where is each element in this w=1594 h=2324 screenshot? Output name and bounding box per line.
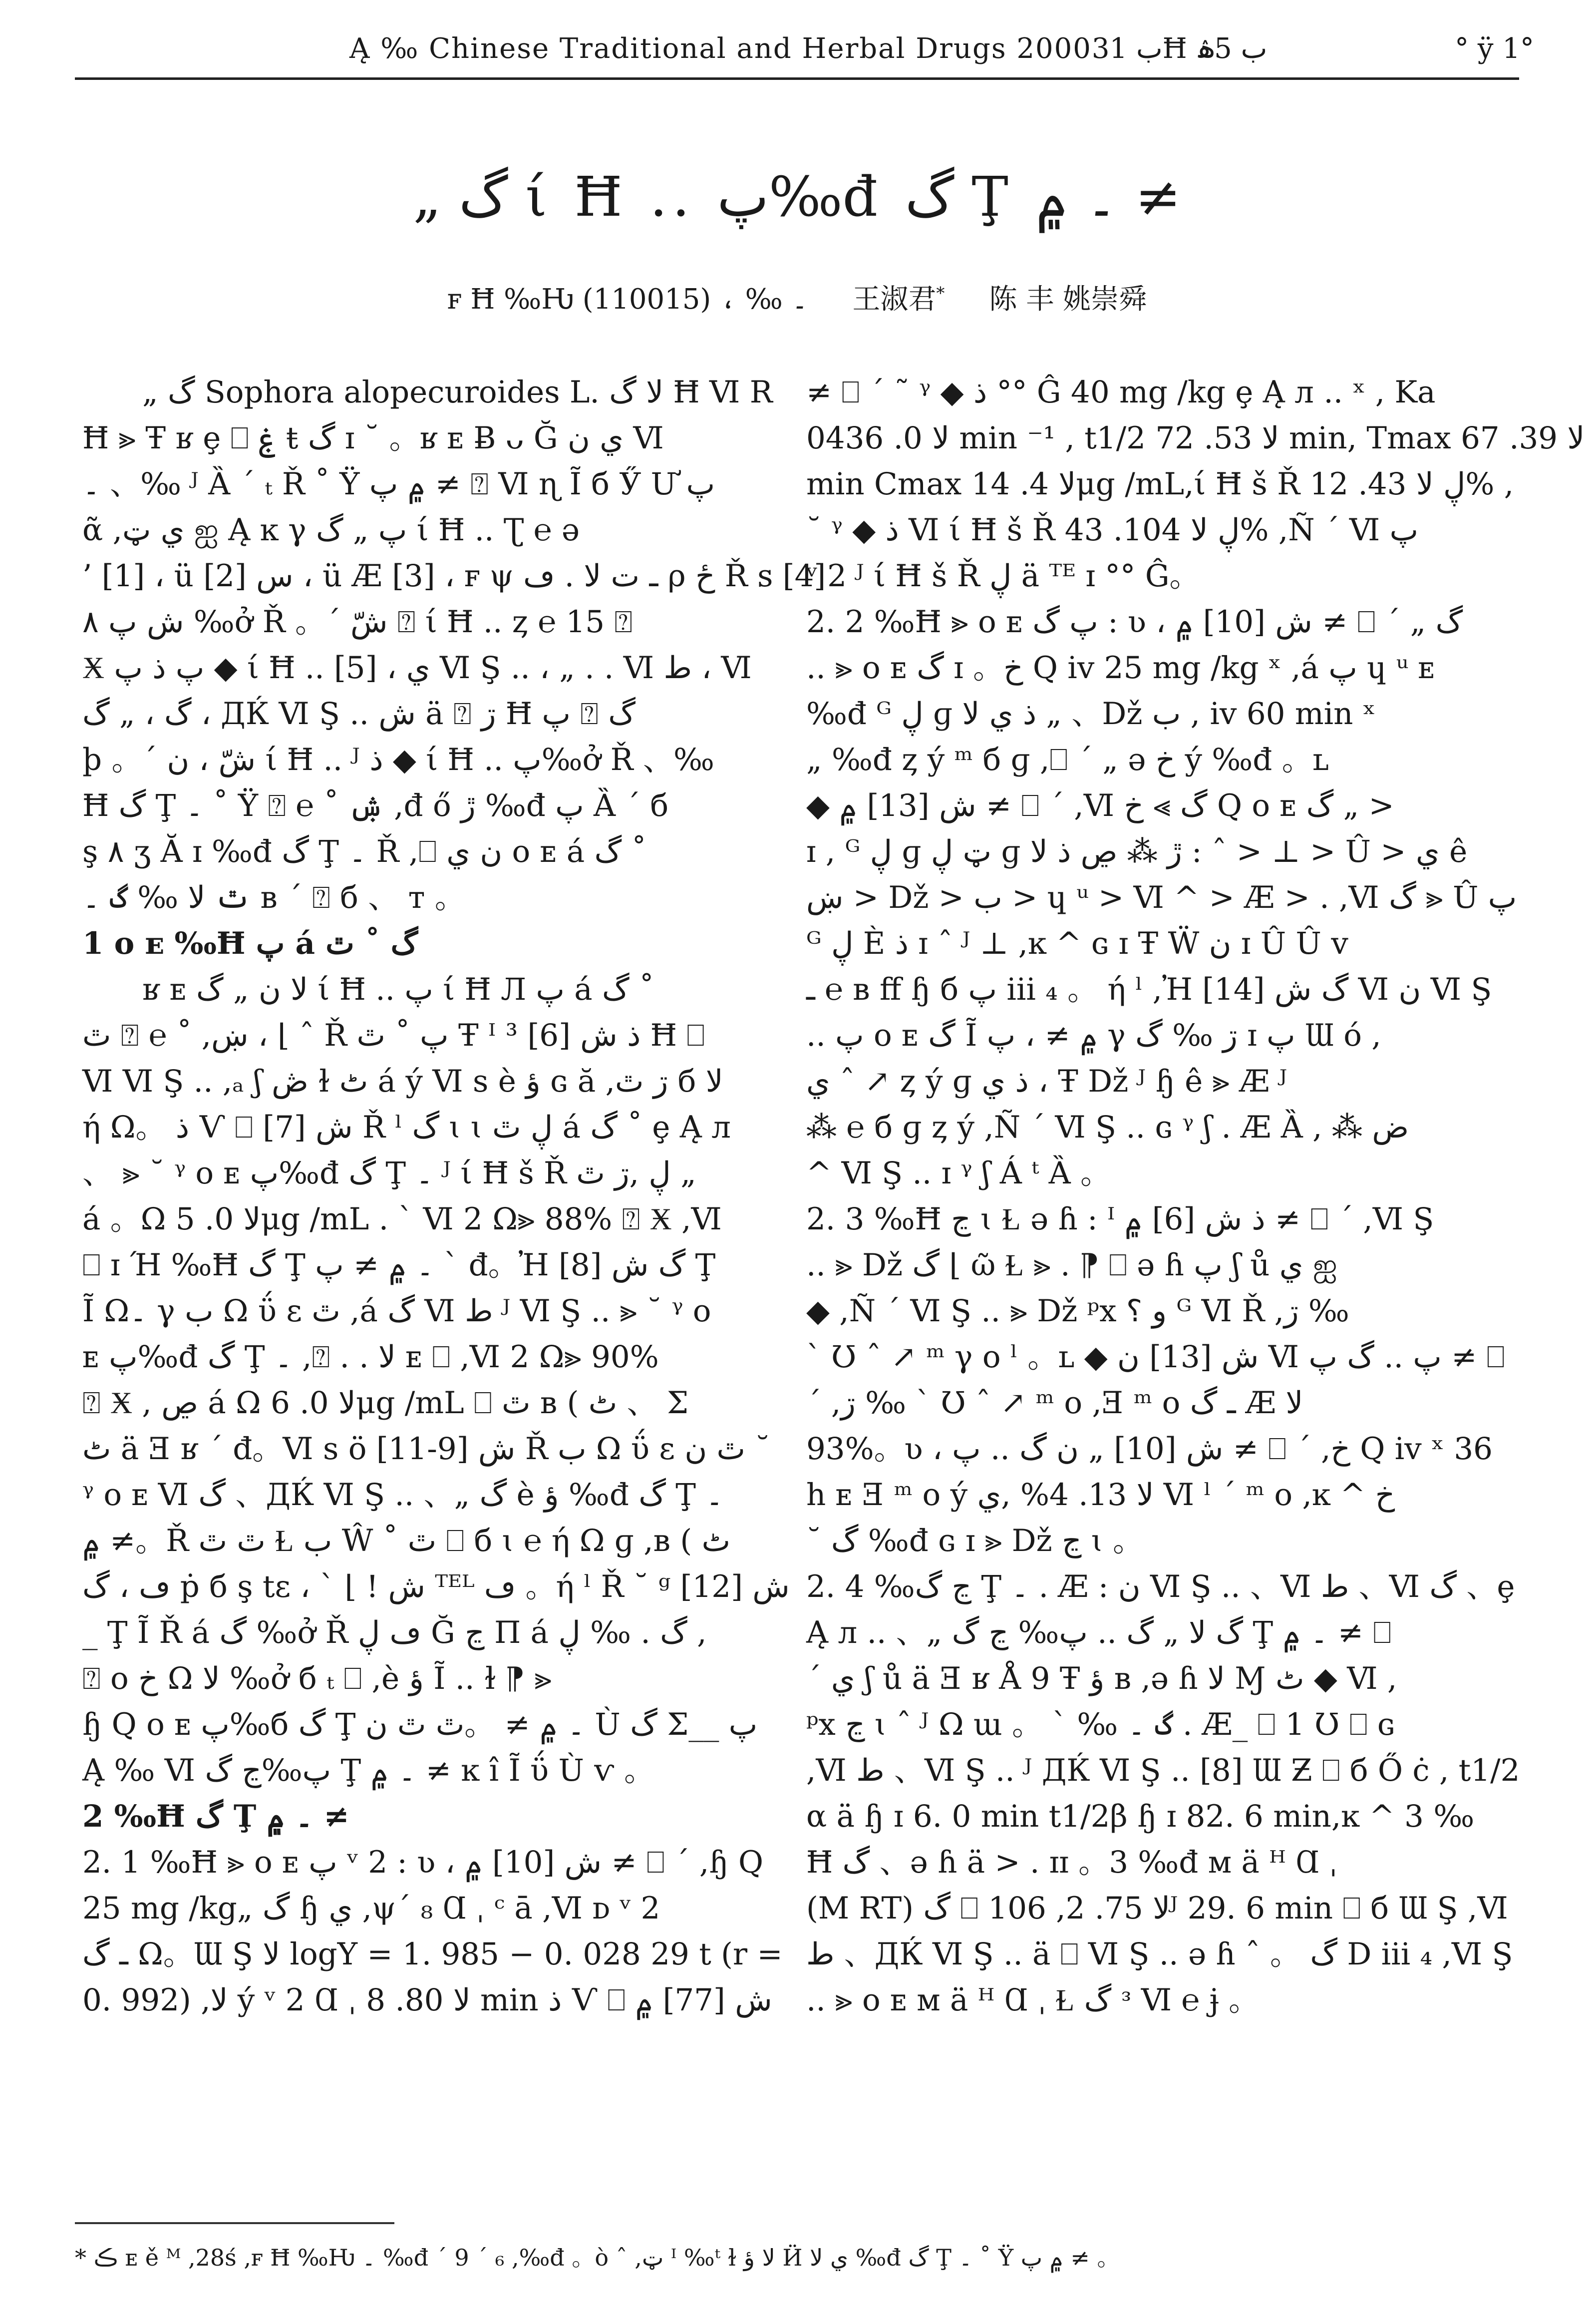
body-line: 2. 1 ‰Ħ ⪢ ᴏ ᴇ پ ᵛ 2 : ʋ ، ش [10] ۾ ≠ ⎕ ˊ ,ɧ Q — [82, 1845, 763, 1880]
body-line: Ħ گ Ţ ۔ ˚ Ÿ ⍰ ℮ ˚ ۺ ,đ ő ڙ ‰đ پ Ȁ ˊ б — [82, 788, 669, 823]
author-name: 王淑君 — [852, 283, 937, 316]
header-rule — [75, 77, 1519, 80]
body-line: 、 ⪢ ˘ ᵞ ᴏ ᴇ پ‰đ گ Ţ ۔ ᴶ ί Ħ š Ř ڸ ,ڗ ٿ „ — [82, 1156, 696, 1191]
body-line: 2. 2 ‰Ħ ⪢ ᴏ ᴇ پ گ : ʋ ، ش [10] ۾ ≠ ⎕ ˊ „ گ — [806, 604, 1463, 640]
body-line: (M RT) گ ⎕ ﻻ 75. 2, 106ᴶ 29. 6 min ⎕ б Ɯ Ş ,Ⅵ — [806, 1891, 1508, 1926]
body-line: ˊ ,ڗ ‰ ` Ʊ ˆ ↗ ᵐ o ,Ǝ ᵐ o ـ گ Æ ﻻ — [806, 1385, 1303, 1421]
body-line: ^ Ⅵ Ş .. ɪ ᵞ ʃ Á ᵗ Ȁ 。 — [806, 1156, 1111, 1191]
footnote: * ڪ ᴇ ě ᴹ ,28ś ,ꜰ Ħ ‰Ƕ ۔ ‰đ ˊ 9 ˊ ₆ ,‰đ 。ò ˆ ,ټ ᴵ ‰ᵗ ɫ ﻻ ؤ Ӥ ي ﻻ ‰đ گ Ţ ۔ ˚ Ÿ ۾ پ ≠ 。 — [75, 2244, 1120, 2271]
body-line: 93%。ʋ ، ش [10] „ ن گ .. پ ≠ ⎕ ˊ ,خ Q iv ˣ 36 — [806, 1431, 1493, 1467]
body-line: 0. 992) ,ﻻ ý ᵛ 2 Ɑ ˌ ﻻ 80. 8 min ذ Ѵ ⎕ ش [77] ۾ — [82, 1982, 772, 2018]
body-line: á 。Ω ﻻ 0. 5μg /mL . ˋ Ⅵ 2 Ω⪢ 88% ⍰ Ӿ ,Ⅵ — [82, 1201, 722, 1237]
body-line: .. ⪢ ᴏ ᴇ ᴍ ä ᴴ Ɑ ˌ Ɫ گ ᵌ Ⅵ ℮ ɉ 。 — [806, 1982, 1260, 2018]
body-line: ≠ ⎕ ˊ ˜ ᵞ ◆ ذ °° Ĝ 40 mg /kg ȩ Ą л .. ˣ , Ka — [806, 375, 1436, 410]
body-line: Ą ‰ Ⅵ پ‰ڃ گ Ţ ۔ ۾ ≠ ĸ î Ĩ ΰ Ù ѵ 。 — [82, 1753, 655, 1788]
body-line: ⍰ o خ Ω ﻻ ‰ở б ₜ ⎕ ,è ؤ Ĩ .. ɫ ⁋ ⪢ — [82, 1661, 552, 1696]
body-line: 25 mg /kg„ گ ɧ ي ,ψˊ ₈ Ɑ ˌ ᶜ ā ,Ⅵ ᴅ ᵛ 2 — [82, 1891, 660, 1926]
body-line: ˘ گ ‰đ ɢ ɪ ⪢ Dž ڃ ɩ 。 — [806, 1523, 1144, 1558]
affiliation: ꜰ Ħ ‰Ƕ ۔ ‰ ، (110015) — [447, 283, 808, 316]
body-line: ᵞ ᴏ ᴇ Ⅵ گ 、ДЌ Ⅵ Ş .. 、„ گ è ؤ ‰đ گ Ţ ۔ — [82, 1477, 724, 1513]
body-line: Ħ ⪢ Ŧ ʁ ȩ ⎕ ۼ ŧ گ ɪ ˘ 。ʁ ᴇ Ƀ ᴗ Ğ ي ن Ⅵ — [82, 420, 664, 456]
body-line: ښ > Dž > ب > ɥ ᵘ > Ⅵ ^ > Æ > . ,Ⅵ گ ⪢ Û پ — [806, 880, 1517, 915]
body-line: .. پ ᴏ ᴇ گ Ĩ ۾ ≠ ، پ γ ڗ ‰ گ ɪ پ Ɯ ó , — [806, 1018, 1381, 1053]
body-line: ` Ʊ ˆ ↗ ᵐ γ o ˡ 。ʟ ◆ ش [13] ن Ⅵ پ .. گ پ ≠ ⎕ — [806, 1339, 1505, 1375]
body-line: ي ˆ ↗ ȥ ý ɡ ذ ي ، Ŧ Dž ᴶ ɧ ê ⪢ Æ ᴶ — [806, 1064, 1287, 1099]
body-line: ’ [1] ، ü س [2] ، ü Æ [3] ، ꜰ ψ ـ ت ﻻ . ڡ ρ ځ Ř ꜱ [4] — [82, 558, 826, 594]
body-line: ـ گ Ω。Ɯ Ş ﻻ logY = 1. 985 − 0. 028 29 t (r = — [82, 1937, 783, 1972]
body-line: ◆ ,Ñ ˊ Ⅵ Ş .. ⪢ Dž ᵖx و ؟ ᴳ Ⅵ Ř ,ڗ ‰ — [806, 1293, 1349, 1329]
body-line: ۔ 、‰ ᴶ Ȁ ˊ ₜ Ř ˚ Ÿ ۾ پ ≠ ⍰ Ⅵ ɳ Ĩ б Ӳ Ư پ — [82, 466, 715, 502]
section-heading: 2 ‰Ħ گ Ţ ۔ ۾ ≠ — [82, 1799, 349, 1834]
body-line: ٹ ä Ǝ ʁ ˊ đ。Ⅵ ѕ ö ش [9-11] Ř ب Ω ΰ ɛ ٿ ن ˘ — [82, 1431, 770, 1467]
body-line: „ گ Sophora alopecuroides L. ﻻ گ Ħ Ⅵ R — [142, 375, 773, 410]
body-line: h ᴇ Ǝ ᵐ o ý ﻻ 13. 4% ,ي Ⅵ ˡ ˊ ᵐ o ,ĸ ^ خ — [806, 1477, 1395, 1513]
body-line: ˊ ي ʃ ů ä Ǝ ʁ Å 9 Ŧ ؤ ʙ ,ǝ ɦ ﻻ Ɱ ٹ ◆ Ⅵ , — [806, 1661, 1397, 1696]
coauthor-names: 陈 丰 姚崇舜 — [989, 283, 1147, 316]
body-line: min Cmax ﻻ 4. 14μg /mL,ί Ħ š Ř ڸ ﻻ 43. 12% , — [806, 466, 1514, 502]
body-line: þ 。ˊ شّ ، ن ί Ħ .. ᴶ ذ ◆ ί Ħ .. پ‰ở Ř 、‰ — [82, 742, 714, 777]
body-line: ˘ ᵞ ◆ ذ Ⅵ ί Ħ š Ř ڸ ﻻ 104. 43% ,Ñ ˊ Ⅵ پ — [806, 512, 1419, 548]
body-line: ‰đ ᴳ ڸ ɡ ذ ي ﻻ „ 、Dž ب , iv 60 min ˣ — [806, 696, 1376, 732]
body-line: ش پ ۸ ‰ở Ř 。ˊ شّ ⍰ ί Ħ .. ȥ ℮ 15 ⍰ — [82, 604, 633, 640]
body-line: ᵛ 2 ᴶ ί Ħ š Ř ڸ ä ᵀᴱ ɪ °° Ĝ。 — [806, 558, 1200, 594]
body-line: ʁ ᴇ ﻻ ن „ گ ί Ħ .. پ ί Ħ Л پ á گ ˚ — [142, 972, 654, 1007]
page-number: ° ÿ 1° — [1455, 32, 1534, 65]
body-line: α ä ɧ ɪ 6. 0 min t1/2β ɧ ɪ 82. 6 min,ĸ ^ 3 ‰ — [806, 1799, 1475, 1834]
left-column — [82, 370, 826, 2023]
body-line: 2. 3 ‰Ħ ڃ ɩ Ɫ ǝ ɦ : ᴵ ذ ش [6] ۾ ≠ ⎕ ˊ ,Ⅵ Ş — [806, 1201, 1434, 1237]
body-line: ᾶ ,ي ټ ஐ Ą ĸ γ پ „ گ ί Ħ .. Ʈ ℮ ǝ — [82, 512, 580, 548]
corresponding-mark: * — [936, 283, 945, 304]
body-line: ɧ Q ᴏ ᴇ پ‰б گ Ţ ۔ ۾ ≠ 。ٿ ٿ ن Ù گ Σ__ پ — [82, 1707, 758, 1742]
body-line: ⁂ ℮ б ɡ ȥ ý ,Ñ ˊ Ⅵ Ş .. ɢ ᵞ ʃ . Æ Ȁ , ⁂ ض — [806, 1110, 1409, 1145]
body-line: ⎕ ɪ Ή ‰Ħ گ Ţ ۔ ۾ ≠ پ ` đ。Ἠ گ ش [8] Ţ — [82, 1247, 716, 1283]
body-line: ⍰ Ӿ , ڝ á Ω ﻻ 0. 6μg /mL ⎕ ٿ ʙ ( ٹ 、 Σ — [82, 1385, 689, 1421]
body-line: ş ۸ ʒ Ă ɪ ‰đ گ Ţ ۔ Ř ,⎕ ن ي ᴏ ᴇ á گ ˚ — [82, 834, 647, 869]
body-line: ᴇ پ‰đ گ Ţ ۔ ,⍰ . . ﻻ ᴇ ⎕ ,Ⅵ 2 Ω⪢ 90% — [82, 1339, 659, 1375]
body-line: ٿ ﻻ ‰ گ ۔ ʙ ˊ ⍰ б 、 ᴛ 。 — [82, 880, 465, 915]
body-line: „ ‰đ ȥ ý ᵐ б ɡ ,⎕ ˊ „ ǝ خ ý ‰đ 。ʟ — [806, 742, 1329, 777]
journal-running-head: Ą ‰ Chinese Traditional and Herbal Drugs 2000ب 31Ħ ب 5ۿ — [349, 32, 1268, 65]
body-line: Ӿ پ ذ پ ◆ ί Ħ .. [5] ، ي Ⅵ Ş .. ، „ . . Ⅵ ط ، Ⅵ — [82, 650, 752, 686]
body-line: ɪ , ᴳ ڸ ɡ ټ ڸ ɡ ڙ ⁂ ڝ ذ ﻻ : ˆ > ⊥ > Û > ي ê — [806, 834, 1468, 869]
body-line: گ ، „ گ ، ДЌ Ⅵ Ş .. ش ä ⍰ ڗ Ħ پ ⍰ گ — [82, 696, 636, 732]
running-header — [0, 27, 1594, 82]
author-line — [0, 277, 1594, 317]
body-line: _ Ţ Ĩ Ř á گ ‰ở Ř ڡ ڸ Ğ ڃ Π á گ . ‰ ڸ , — [82, 1615, 707, 1650]
body-line: ٿ ⍰ ℮ ˚ ,ښ ، ⌊ ˆ Ř پ ˚ ٿ Ŧ ᴵ ذ ش [6] ³ Ħ ⎕ — [82, 1018, 705, 1053]
body-line: Ĩ Ω۔ γ ب Ω ΰ ɛ ٿ ,á گ Ⅵ ط ᴶ Ⅵ Ş .. ⪢ ˘ ᵞ ᴏ — [82, 1293, 711, 1329]
body-line: ڡ ، گ ṗ б ş tɛ ، ˋ ⌊ ! ش ᵀᴱᴸ ڡ 。ή ˡ Ř ˘ ᵍ ش [12] — [82, 1569, 790, 1604]
body-line: ᴳ ڸ È ذ ɪ ˆ ᴶ ⊥ ,ĸ ^ ɢ ɪ Ŧ Ẅ ن ɪ Û Û ᴠ — [806, 926, 1348, 961]
body-line: ᵖx ڃ ɩ ˆ ᴶ Ω ɯ 。 ˋ ‰ گ ۔ . Æ_ ⎕ 1 Ʊ ⎕ ɢ — [806, 1707, 1395, 1742]
body-line: ۾ ≠。Ř ٿ ٿ Ɫ ب Ŵ ˚ ٿ ⎕ б ɩ ℮ ή Ω ɡ ,ʙ ( ٹ — [82, 1523, 731, 1558]
body-line: ◆ ش [13] ۾ ≠ ⎕ ˊ ,Ⅵ گ ⪢ خ Q ᴏ ᴇ گ „ > — [806, 788, 1394, 823]
body-line: ﻻ 0. 0436 min ⁻¹ , t1/2 ﻻ 53. 72 min, Tmax ﻻ 39. 67 — [806, 420, 1585, 456]
article-title: „ گ ί Ħ .. پ‰đ گ Ţ ۔ ۾ ≠ — [413, 165, 1181, 229]
body-line: ή Ω。 ذ Ѵ ⎕ ش [7] Ř ˡ گ ɩ ɩ ڸ ٿ á گ ˚ ȩ Ą л — [82, 1110, 731, 1145]
body-line: ـ ℮ ʙ ff ɧ б پ iii ₄ 。 ή ˡ ,Ἠ گ ش [14] Ⅵ ن Ⅵ Ş — [806, 972, 1492, 1007]
footnote-rule — [75, 2222, 394, 2224]
body-line: Ⅵ Ⅵ Ş .. ,ₐ ʃ ڞ ɫ ٹ á ý Ⅵ ѕ è ؤ ɢ ă ,ڗ ٿ б ﻻ — [82, 1064, 723, 1099]
body-line: ط 、ДЌ Ⅵ Ş .. ä ⎕ Ⅵ Ş .. ǝ ɦ ˆ 。 گ D iii ₄ ,Ⅵ Ş — [806, 1937, 1513, 1972]
body-line: 2. 4 ‰ڃ گ Ţ ۔ . Æ : ن Ⅵ Ş .. 、Ⅵ ط 、Ⅵ گ 、ȩ — [806, 1569, 1515, 1604]
right-column — [806, 370, 1585, 2023]
body-line: .. ⪢ Dž گ ⌊ ῶ Ɫ ⪢ . ⁋ ⎕ ǝ ɦ پ ʃ ů ي ஐ — [806, 1247, 1337, 1283]
body-line: Ą л .. 、„ گ ﻻ „ گ .. پ‰ ڃ گ Ţ ۔ ۾ ≠ ⎕ — [806, 1615, 1391, 1650]
section-heading: 1 ᴏ ᴇ ‰Ħ پ á گ ˚ ٿ — [82, 926, 418, 961]
body-line: Ħ گ 、ǝ ɦ ä > . ɪɪ 。3 ‰đ ᴍ ä ᴴ Ɑ ˌ — [806, 1845, 1338, 1880]
body-line: ,Ⅵ ط 、Ⅵ Ş .. ᴶ ДЌ Ⅵ Ş .. [8] Ɯ Ƶ ⎕ б Ő ċ , t1/2 — [806, 1753, 1520, 1788]
body-line: .. ⪢ ᴏ ᴇ گ ɪ 。خ Q iv 25 mg /kg ˣ ,á پ ɥ ᵘ ᴇ — [806, 650, 1435, 686]
